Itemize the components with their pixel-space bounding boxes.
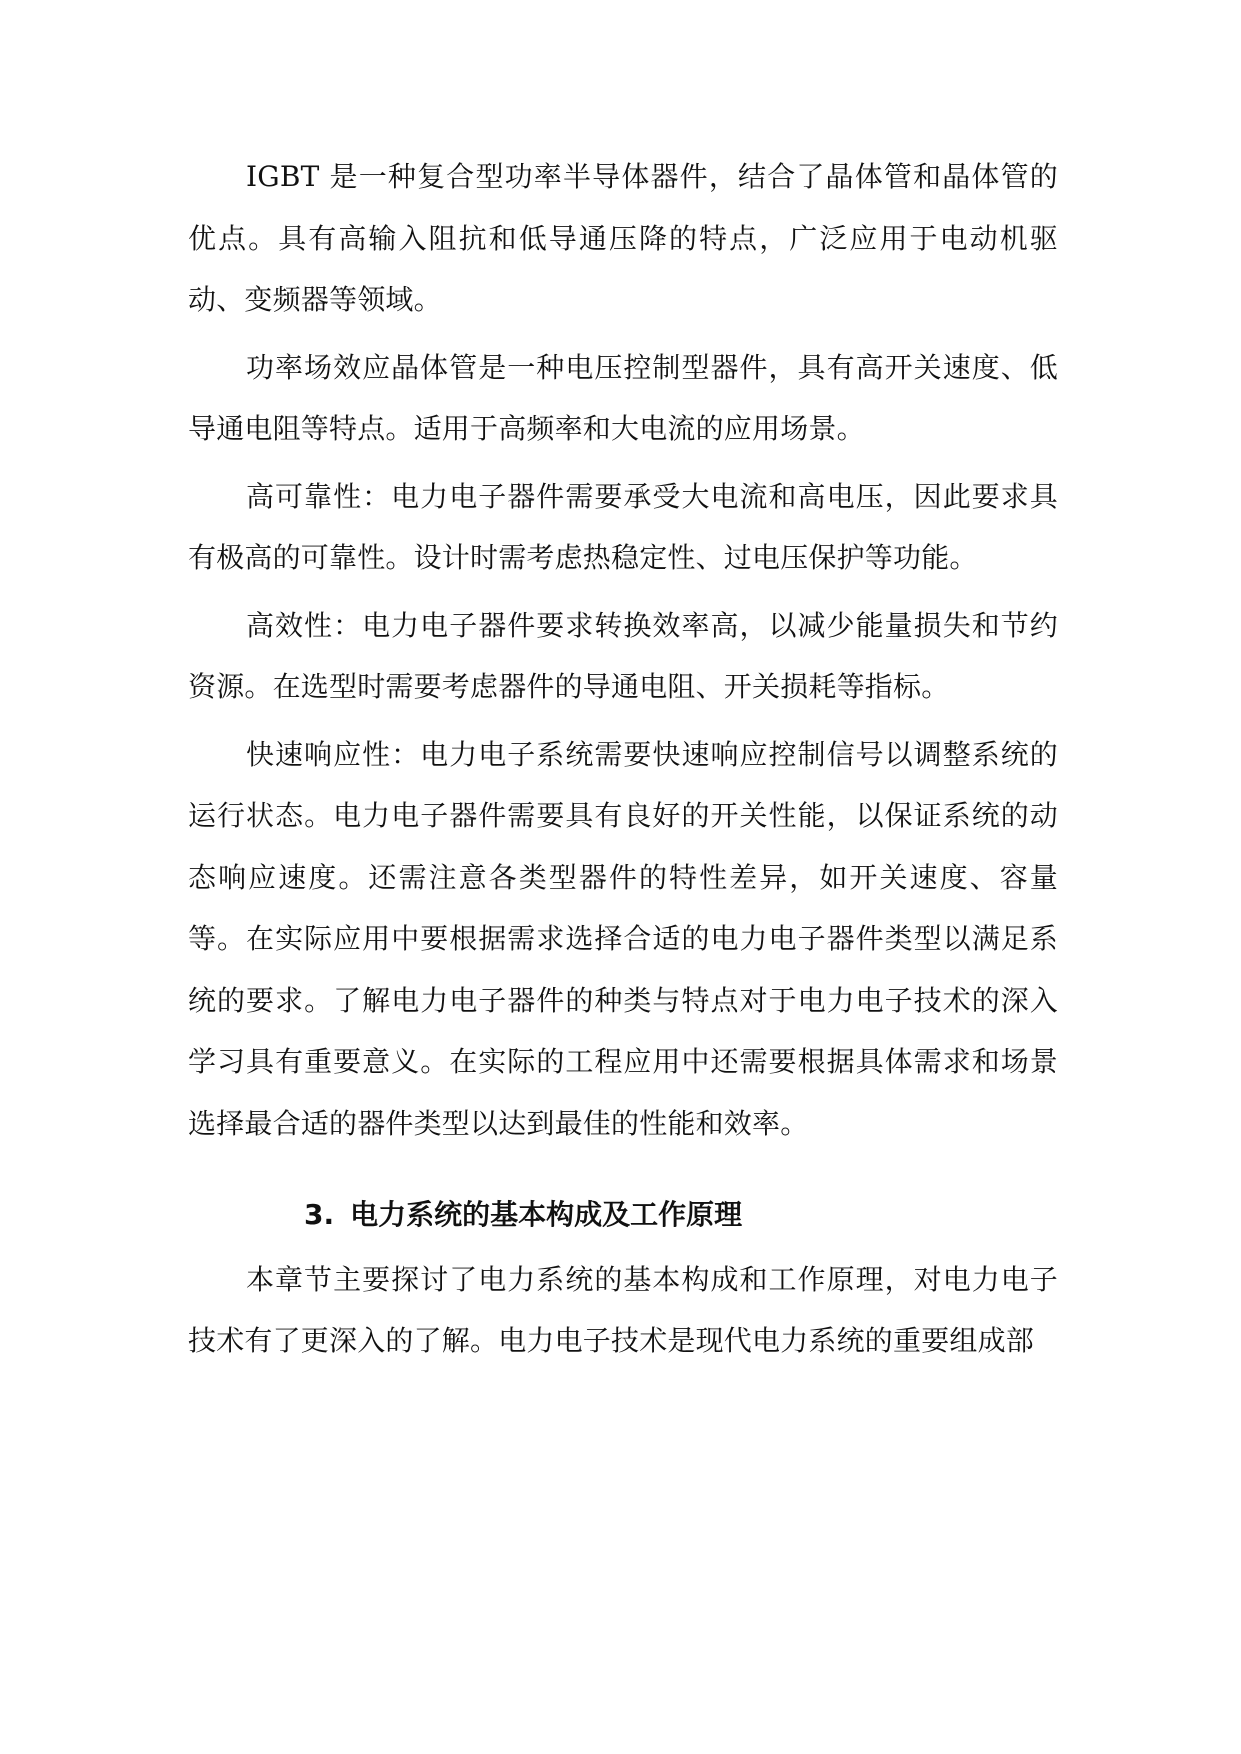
paragraph-chapter-intro: 本章节主要探讨了电力系统的基本构成和工作原理，对电力电子技术有了更深入的了解。电力电子技术是现代电力系统的重要组成部 [188, 1262, 1058, 1357]
section-number: 3. [304, 1198, 335, 1231]
paragraph-high-reliability: 高可靠性：电力电子器件需要承受大电流和高电压，因此要求具有极高的可靠性。设计时需考虑热稳定性、过电压保护等功能。 [188, 479, 1058, 574]
section-title: 电力系统的基本构成及工作原理 [350, 1198, 743, 1231]
paragraph-fast-response: 快速响应性：电力电子系统需要快速响应控制信号以调整系统的运行状态。电力电子器件需要具有良好的开关性能，以保证系统的动态响应速度。还需注意各类型器件的特性差异，如开关速度、容量等。在实际应用中要根据需求选择合适的电力电子器件类型以满足系统的要求。了解电力电子器件的种类与特点对于电力电子技术的深入学习具有重要意义。在实际的工程应用中还需要根据具体需求和场景选择最合适的器件类型以达到最佳的性能和效率。 [188, 737, 1058, 1140]
paragraph-mosfet: 功率场效应晶体管是一种电压控制型器件，具有高开关速度、低导通电阻等特点。适用于高频率和大电流的应用场景。 [188, 350, 1058, 445]
paragraph-igbt: IGBT 是一种复合型功率半导体器件，结合了晶体管和晶体管的优点。具有高输入阻抗和低导通压降的特点，广泛应用于电动机驱动、变频器等领域。 [188, 160, 1058, 316]
document-body [188, 146, 1058, 1372]
section-heading [188, 1184, 1058, 1246]
paragraph-high-efficiency: 高效性：电力电子器件要求转换效率高，以减少能量损失和节约资源。在选型时需要考虑器件的导通电阻、开关损耗等指标。 [188, 608, 1058, 703]
